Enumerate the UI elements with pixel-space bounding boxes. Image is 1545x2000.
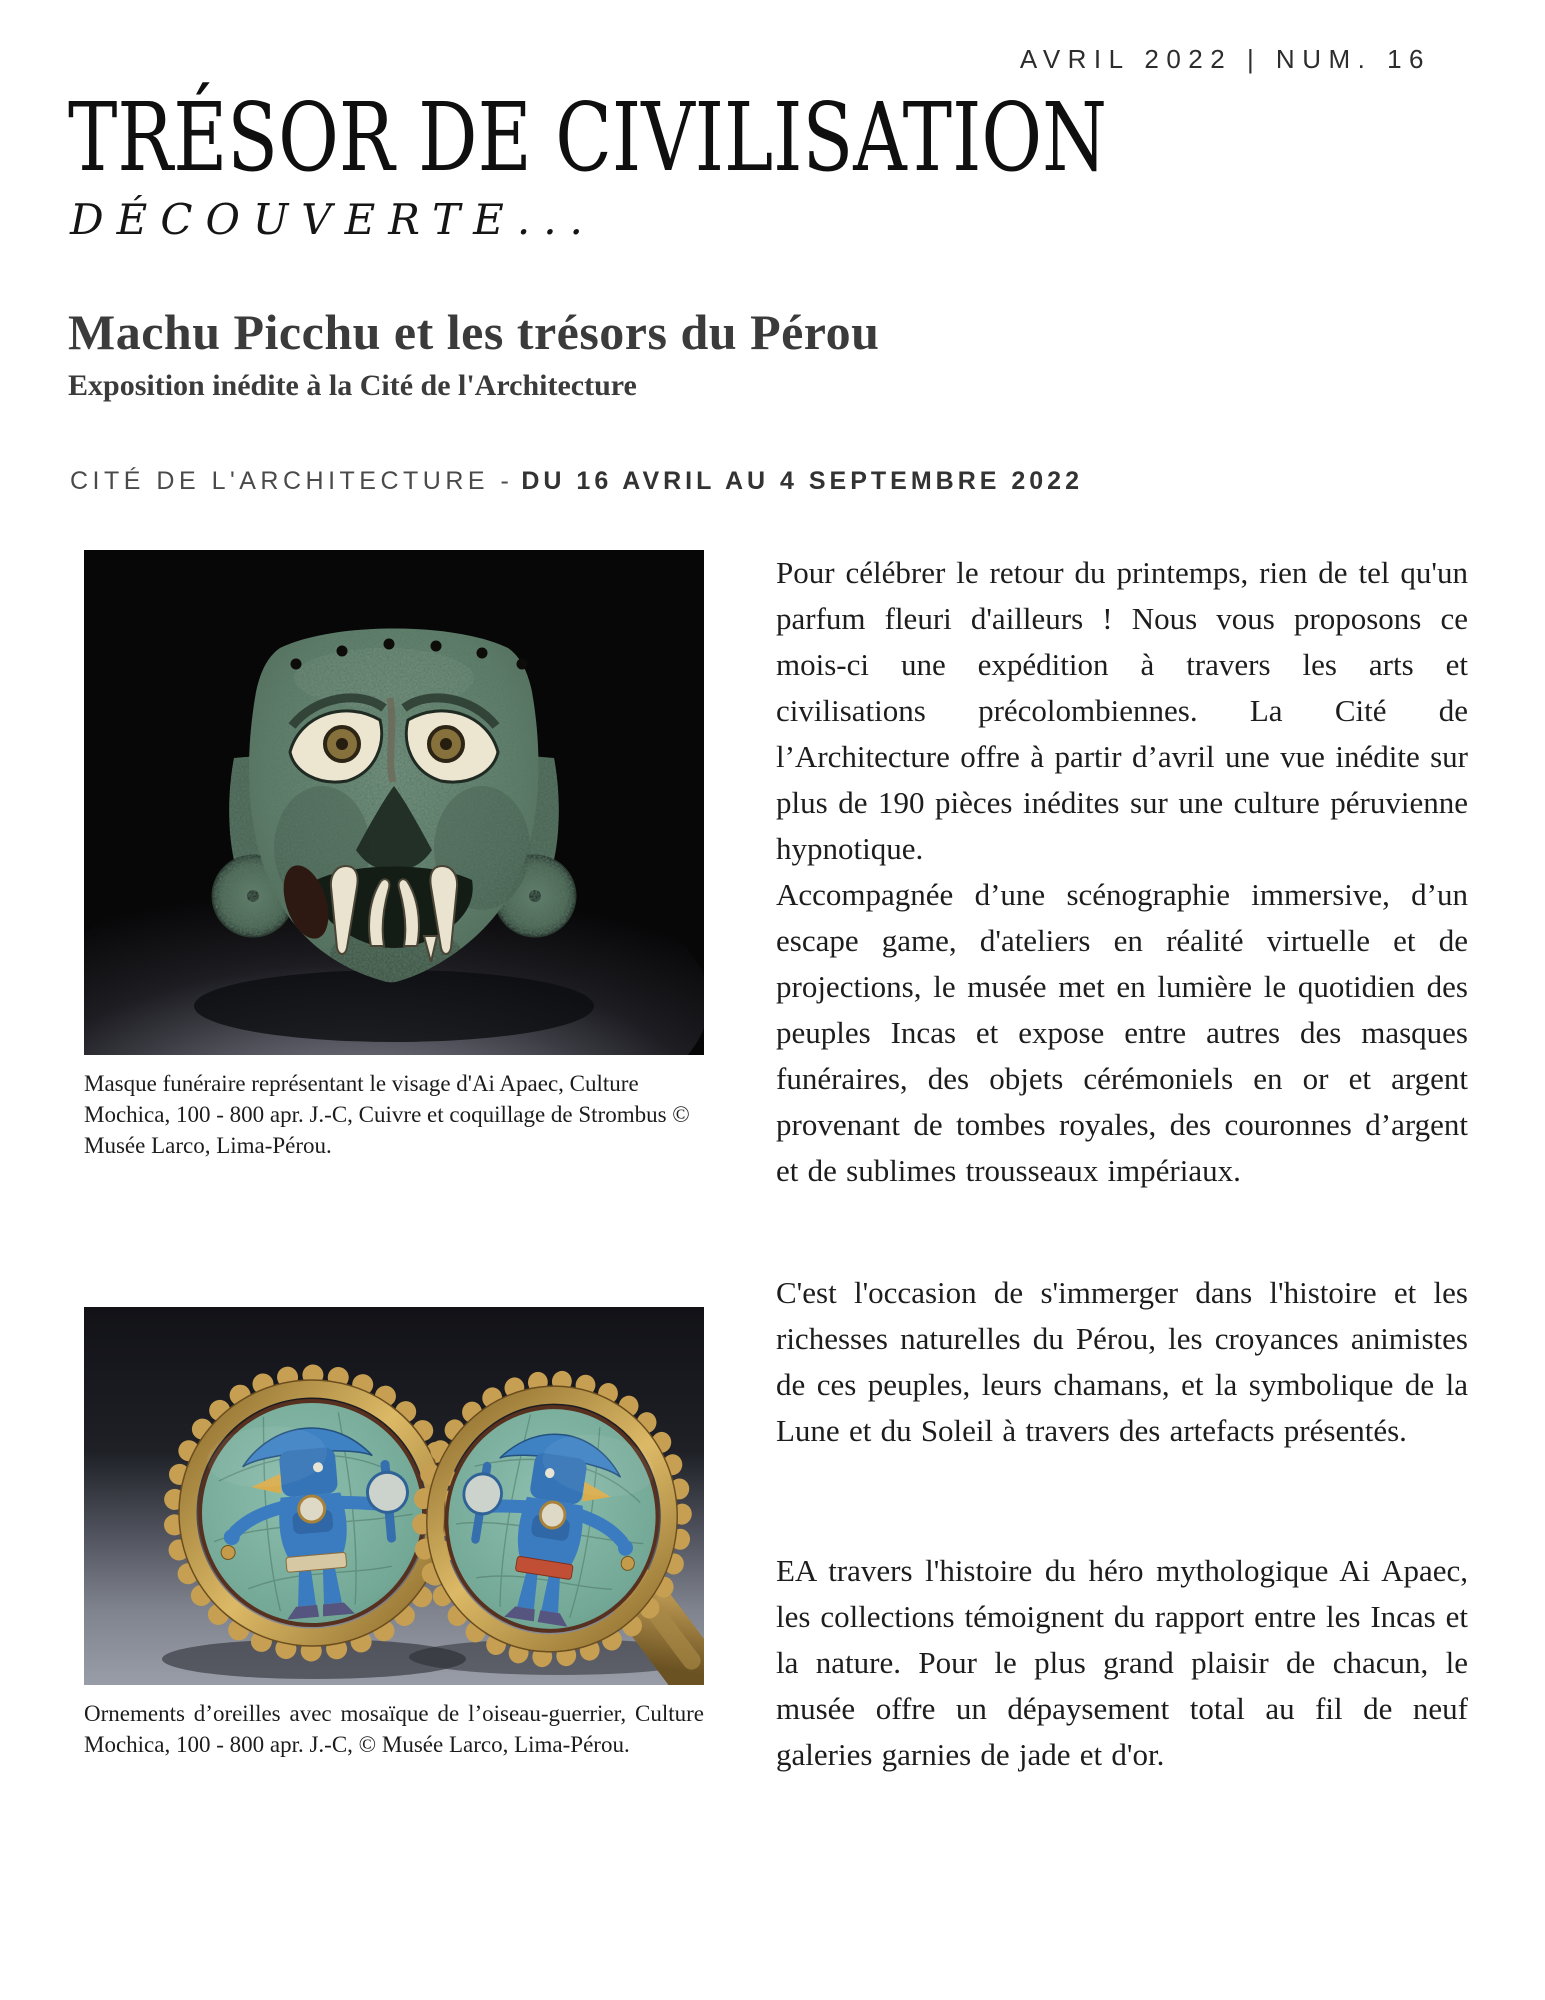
paragraph-ai-apaec: EA travers l'histoire du héro mythologique Ai Apaec, les collections témoignent du rapport entre les Incas et la nature. Pour le plus grand plaisir de chacun, le musée offre un dépaysement total au fil de neuf galeries garnies de jade et d'or. — [776, 1552, 1468, 1772]
article-body — [84, 550, 1468, 1778]
ear-ornaments-caption: Ornements d’oreilles avec mosaïque de l’oiseau-guerrier, Culture Mochica, 100 - 800 apr. J.-C, © Musée Larco, Lima-Pérou. — [84, 1700, 704, 1757]
paragraph-immersion: C'est l'occasion de s'immerger dans l'histoire et les richesses naturelles du Pérou, les croyances animistes de ces peuples, leurs chamans, et la symbolique de la Lune et du Soleil à travers des artefacts présentés. — [776, 1274, 1468, 1448]
venue-date-line — [70, 467, 1545, 496]
funerary-mask-photo — [84, 550, 704, 1055]
figure-ear-ornaments — [84, 1307, 704, 1760]
masthead-title — [68, 85, 1545, 191]
masthead-title-text: TRÉSOR DE CIVILISATION — [68, 83, 1107, 193]
text-column — [776, 550, 1468, 1778]
figures-column — [84, 550, 704, 1760]
mask-caption: Masque funéraire représentant le visage d'Ai Apaec, Culture Mochica, 100 - 800 apr. J.-C, Cuivre et coquillage de Strombus © Musée Larco, Lima-Pérou. — [84, 1070, 690, 1158]
article-subheadline: Exposition inédite à la Cité de l'Architecture — [68, 368, 637, 402]
venue-name: CITÉ DE L'ARCHITECTURE - — [70, 466, 514, 495]
paragraph-intro: Pour célébrer le retour du printemps, rien de tel qu'un parfum fleuri d'ailleurs ! Nous vous proposons ce mois-ci une expédition à travers les arts et civilisations précolombiennes. La Cité de l’Architecture offre à partir d’avril une vue inédite sur plus de 190 pièces inédites sur une culture péruvienne hypnotique. — [776, 554, 1468, 866]
issue-line: AVRIL 2022 | NUM. 16 — [1019, 44, 1431, 74]
exhibition-dates: DU 16 AVRIL AU 4 SEPTEMBRE 2022 — [521, 466, 1083, 495]
ear-ornaments-photo — [84, 1307, 704, 1685]
figure-funerary-mask — [84, 550, 704, 1161]
article-headline: Machu Picchu et les trésors du Pérou — [68, 304, 880, 361]
masthead-subtitle: DÉCOUVERTE... — [70, 195, 596, 245]
paragraph-scenography: Accompagnée d’une scénographie immersive, d’un escape game, d'ateliers en réalité virtuelle et de projections, le musée met en lumière le quotidien des peuples Incas et expose entre autres des masques funéraires, des objets cérémoniels en or et argent provenant de tombes royales, des couronnes d’argent et de sublimes trousseaux impériaux. — [776, 876, 1468, 1188]
